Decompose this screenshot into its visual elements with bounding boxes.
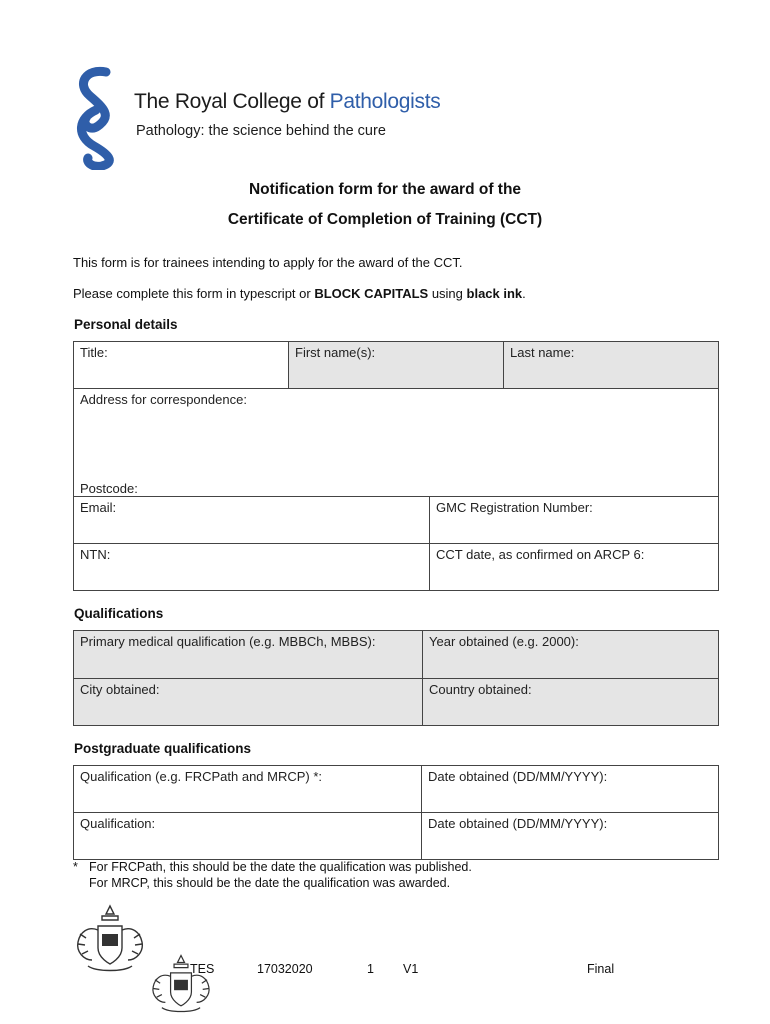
intro-line2: Please complete this form in typescript or BLOCK CAPITALS using black ink.	[73, 286, 526, 301]
first-name-field[interactable]: First name(s):	[289, 342, 504, 389]
coat-of-arms-icon	[72, 904, 148, 976]
gmc-number-field[interactable]: GMC Registration Number:	[430, 497, 719, 544]
personal-details-heading: Personal details	[74, 317, 178, 332]
personal-details-table	[73, 341, 719, 591]
footnote-line2: For MRCP, this should be the date the qualification was awarded.	[89, 876, 451, 890]
primary-qualification-field[interactable]: Primary medical qualification (e.g. MBBCh, MBBS):	[74, 631, 423, 679]
city-obtained-field[interactable]: City obtained:	[74, 679, 423, 726]
postcode-label: Postcode:	[80, 481, 138, 496]
footnote-line1: For FRCPath, this should be the date the qualification was published.	[89, 860, 472, 874]
footer-code: TES	[190, 962, 215, 976]
qualifications-heading: Qualifications	[74, 606, 164, 621]
ntn-field[interactable]: NTN:	[74, 544, 430, 591]
form-title-line1: Notification form for the award of the	[248, 181, 522, 198]
form-title-line2: Certificate of Completion of Training (CCT)	[227, 211, 543, 228]
postgrad-heading: Postgraduate qualifications	[74, 741, 252, 756]
postgrad-date-1-field[interactable]: Date obtained (DD/MM/YYYY):	[422, 766, 719, 813]
postgrad-qualification-1-field[interactable]: Qualification (e.g. FRCPath and MRCP) *:	[74, 766, 422, 813]
cct-date-field[interactable]: CCT date, as confirmed on ARCP 6:	[430, 544, 719, 591]
last-name-field[interactable]: Last name:	[504, 342, 719, 389]
postgrad-table	[73, 765, 719, 860]
footer-date: 17032020	[257, 962, 313, 976]
footer-status: Final	[587, 962, 615, 976]
org-name: The Royal College of Pathologists	[134, 90, 441, 113]
postgrad-qualification-2-field[interactable]: Qualification:	[74, 813, 422, 860]
postgrad-date-2-field[interactable]: Date obtained (DD/MM/YYYY):	[422, 813, 719, 860]
college-logo	[68, 66, 448, 170]
title-field[interactable]: Title:	[74, 342, 289, 389]
email-field[interactable]: Email:	[74, 497, 430, 544]
footer-page: 1	[367, 962, 374, 976]
year-obtained-field[interactable]: Year obtained (e.g. 2000):	[423, 631, 719, 679]
address-field[interactable]: Address for correspondence: Postcode:	[74, 389, 719, 497]
footer-version: V1	[403, 962, 419, 976]
intro-line1: This form is for trainees intending to apply for the award of the CCT.	[73, 255, 463, 270]
college-logo-icon	[68, 66, 132, 170]
org-tagline: Pathology: the science behind the cure	[136, 123, 386, 139]
footnote-marker: *	[73, 860, 78, 874]
qualifications-table	[73, 630, 719, 726]
country-obtained-field[interactable]: Country obtained:	[423, 679, 719, 726]
